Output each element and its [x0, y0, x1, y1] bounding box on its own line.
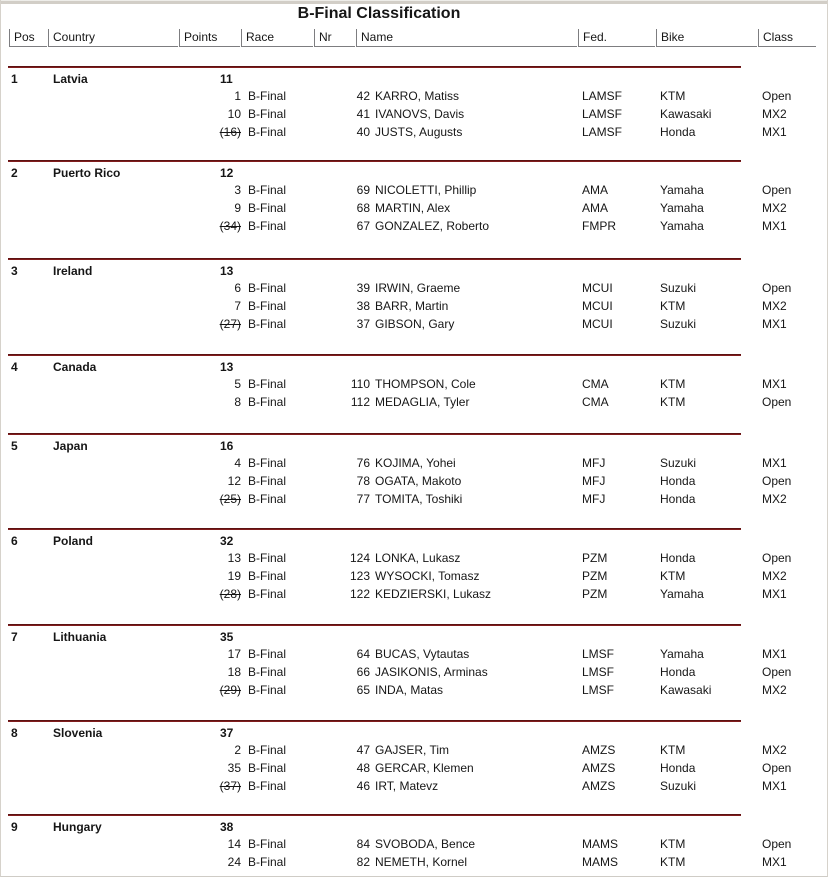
rider-name: LONKA, Lukasz — [375, 551, 461, 565]
rider-number: 40 — [356, 125, 370, 139]
rider-federation: FMPR — [582, 219, 616, 233]
rider-race-points: 7 — [234, 299, 241, 313]
country-group — [1, 720, 828, 816]
rider-number: 82 — [356, 855, 370, 869]
rider-race-points: 8 — [234, 395, 241, 409]
rider-number: 38 — [356, 299, 370, 313]
rider-bike: Kawasaki — [660, 683, 712, 697]
rider-bike: Suzuki — [660, 456, 697, 470]
rider-bike: Yamaha — [660, 201, 704, 215]
rider-race-label: B-Final — [248, 317, 287, 331]
rider-name: TOMITA, Toshiki — [375, 492, 463, 506]
rider-class: MX1 — [762, 456, 787, 470]
rider-race-label: B-Final — [248, 743, 287, 757]
group-position: 2 — [11, 166, 18, 180]
rider-bike: Honda — [660, 761, 696, 775]
rider-federation: AMZS — [582, 761, 616, 775]
rider-race-points: (27) — [219, 317, 241, 331]
group-country-name: Canada — [53, 360, 97, 374]
rider-race-points: (28) — [219, 587, 241, 601]
column-header-nr: Nr — [314, 29, 355, 47]
group-total-points: 32 — [220, 534, 234, 548]
rider-row — [1, 585, 828, 603]
rider-number: 68 — [356, 201, 370, 215]
rider-row — [1, 199, 828, 217]
rider-class: Open — [762, 761, 792, 775]
rider-bike: Kawasaki — [660, 107, 712, 121]
rider-class: MX2 — [762, 107, 787, 121]
rider-race-label: B-Final — [248, 683, 287, 697]
rider-bike: Suzuki — [660, 281, 697, 295]
rider-bike: Suzuki — [660, 779, 697, 793]
rider-race-label: B-Final — [248, 569, 287, 583]
rider-number: 66 — [356, 665, 370, 679]
country-group — [1, 160, 828, 256]
country-group — [1, 624, 828, 720]
rider-name: GIBSON, Gary — [375, 317, 455, 331]
rider-row — [1, 472, 828, 490]
rider-race-label: B-Final — [248, 647, 287, 661]
group-separator-line — [8, 258, 741, 260]
rider-race-label: B-Final — [248, 299, 287, 313]
rider-bike: KTM — [660, 89, 686, 103]
window-top-edge — [1, 0, 828, 4]
rider-race-points: 17 — [227, 647, 241, 661]
rider-number: 110 — [350, 377, 370, 391]
rider-federation: PZM — [582, 551, 608, 565]
group-total-points: 35 — [220, 630, 234, 644]
group-country-name: Latvia — [53, 72, 88, 86]
rider-race-points: 24 — [227, 855, 241, 869]
rider-row — [1, 853, 828, 871]
rider-row — [1, 777, 828, 795]
rider-race-points: 6 — [234, 281, 241, 295]
rider-federation: MFJ — [582, 492, 606, 506]
rider-row — [1, 490, 828, 508]
column-header-race: Race — [241, 29, 313, 47]
rider-federation: LMSF — [582, 683, 615, 697]
rider-row — [1, 835, 828, 853]
column-header-pos: Pos — [9, 29, 47, 47]
rider-federation: AMZS — [582, 779, 616, 793]
country-group — [1, 433, 828, 529]
rider-bike: Yamaha — [660, 219, 704, 233]
rider-name: JASIKONIS, Arminas — [375, 665, 488, 679]
column-header-class: Class — [758, 29, 816, 47]
rider-row — [1, 567, 828, 585]
rider-number: 46 — [356, 779, 370, 793]
rider-class: Open — [762, 395, 792, 409]
rider-number: 69 — [356, 183, 370, 197]
rider-name: IVANOVS, Davis — [375, 107, 465, 121]
rider-class: MX2 — [762, 569, 787, 583]
rider-name: THOMPSON, Cole — [375, 377, 476, 391]
rider-number: 78 — [356, 474, 370, 488]
group-header-row — [1, 262, 828, 280]
rider-bike: Honda — [660, 474, 696, 488]
rider-race-label: B-Final — [248, 665, 287, 679]
rider-number: 76 — [356, 456, 370, 470]
column-header-country: Country — [48, 29, 178, 47]
group-total-points: 37 — [220, 726, 234, 740]
rider-class: Open — [762, 837, 792, 851]
rider-race-points: 13 — [227, 551, 241, 565]
rider-bike: Honda — [660, 551, 696, 565]
group-position: 6 — [11, 534, 18, 548]
rider-class: MX1 — [762, 647, 787, 661]
group-position: 5 — [11, 439, 18, 453]
rider-race-points: 35 — [227, 761, 241, 775]
rider-row — [1, 375, 828, 393]
rider-federation: PZM — [582, 587, 608, 601]
rider-row — [1, 759, 828, 777]
rider-row — [1, 297, 828, 315]
group-total-points: 38 — [220, 820, 234, 834]
rider-race-points: (25) — [219, 492, 241, 506]
group-separator-line — [8, 528, 741, 530]
column-header-points: Points — [179, 29, 240, 47]
rider-race-label: B-Final — [248, 395, 287, 409]
group-header-row — [1, 437, 828, 455]
country-group — [1, 66, 828, 162]
group-separator-line — [8, 720, 741, 722]
rider-bike: KTM — [660, 743, 686, 757]
rider-name: MARTIN, Alex — [375, 201, 451, 215]
rider-race-label: B-Final — [248, 456, 287, 470]
rider-federation: MFJ — [582, 474, 606, 488]
rider-race-points: 14 — [227, 837, 241, 851]
group-position: 3 — [11, 264, 18, 278]
rider-race-label: B-Final — [248, 492, 287, 506]
rider-name: OGATA, Makoto — [375, 474, 462, 488]
rider-number: 124 — [349, 551, 370, 565]
group-total-points: 13 — [220, 264, 234, 278]
rider-name: IRWIN, Graeme — [375, 281, 461, 295]
rider-class: MX1 — [762, 125, 787, 139]
rider-number: 47 — [356, 743, 370, 757]
rider-race-points: (16) — [219, 125, 241, 139]
rider-name: INDA, Matas — [375, 683, 444, 697]
rider-class: MX1 — [762, 377, 787, 391]
rider-bike: KTM — [660, 377, 686, 391]
rider-race-points: 19 — [227, 569, 241, 583]
group-header-row — [1, 724, 828, 742]
rider-class: MX2 — [762, 201, 787, 215]
rider-number: 39 — [356, 281, 370, 295]
group-header-row — [1, 164, 828, 182]
country-group — [1, 528, 828, 624]
rider-race-label: B-Final — [248, 855, 287, 869]
group-separator-line — [8, 433, 741, 435]
report-title: B-Final Classification — [297, 5, 461, 22]
rider-number: 67 — [356, 219, 370, 233]
rider-number: 84 — [356, 837, 370, 851]
rider-name: NEMETH, Kornel — [375, 855, 468, 869]
rider-row — [1, 123, 828, 141]
column-header-fed: Fed. — [578, 29, 655, 47]
group-country-name: Poland — [53, 534, 94, 548]
group-separator-line — [8, 354, 741, 356]
group-position: 1 — [11, 72, 18, 86]
group-position: 4 — [11, 360, 18, 374]
rider-race-label: B-Final — [248, 474, 287, 488]
rider-row — [1, 663, 828, 681]
rider-class: Open — [762, 281, 792, 295]
rider-name: MEDAGLIA, Tyler — [375, 395, 470, 409]
group-header-row — [1, 532, 828, 550]
rider-race-points: (29) — [219, 683, 241, 697]
rider-bike: Yamaha — [660, 587, 704, 601]
rider-federation: CMA — [582, 377, 609, 391]
rider-class: Open — [762, 183, 792, 197]
rider-row — [1, 393, 828, 411]
rider-race-label: B-Final — [248, 201, 287, 215]
group-header-row — [1, 358, 828, 376]
group-country-name: Hungary — [53, 820, 102, 834]
rider-number: 41 — [356, 107, 370, 121]
rider-number: 64 — [356, 647, 370, 661]
rider-race-label: B-Final — [248, 281, 287, 295]
rider-race-points: 10 — [227, 107, 241, 121]
rider-row — [1, 549, 828, 567]
group-position: 9 — [11, 820, 18, 834]
rider-federation: LAMSF — [582, 125, 623, 139]
rider-federation: LAMSF — [582, 89, 623, 103]
rider-class: MX2 — [762, 743, 787, 757]
rider-federation: MAMS — [582, 855, 618, 869]
rider-name: KEDZIERSKI, Lukasz — [375, 587, 492, 601]
group-separator-line — [8, 814, 741, 816]
rider-class: MX2 — [762, 492, 787, 506]
rider-race-label: B-Final — [248, 219, 287, 233]
rider-race-label: B-Final — [248, 587, 287, 601]
rider-bike: Yamaha — [660, 183, 704, 197]
group-country-name: Ireland — [53, 264, 93, 278]
rider-row — [1, 181, 828, 199]
rider-federation: MFJ — [582, 456, 606, 470]
rider-federation: PZM — [582, 569, 608, 583]
rider-row — [1, 741, 828, 759]
rider-race-points: (34) — [219, 219, 241, 233]
rider-name: JUSTS, Augusts — [375, 125, 463, 139]
group-total-points: 16 — [220, 439, 234, 453]
rider-class: MX1 — [762, 219, 787, 233]
group-position: 8 — [11, 726, 18, 740]
rider-number: 77 — [356, 492, 370, 506]
rider-class: MX2 — [762, 683, 787, 697]
group-position: 7 — [11, 630, 18, 644]
rider-race-points: 3 — [234, 183, 241, 197]
rider-number: 37 — [356, 317, 370, 331]
rider-row — [1, 217, 828, 235]
rider-race-label: B-Final — [248, 761, 287, 775]
group-country-name: Puerto Rico — [53, 166, 121, 180]
rider-race-label: B-Final — [248, 89, 287, 103]
rider-number: 122 — [349, 587, 370, 601]
rider-race-points: 1 — [234, 89, 241, 103]
rider-bike: KTM — [660, 855, 686, 869]
rider-race-label: B-Final — [248, 551, 287, 565]
rider-race-label: B-Final — [248, 107, 287, 121]
group-country-name: Lithuania — [53, 630, 107, 644]
rider-number: 42 — [356, 89, 370, 103]
rider-bike: Honda — [660, 665, 696, 679]
rider-name: BARR, Martin — [375, 299, 449, 313]
country-group — [1, 258, 828, 354]
rider-name: NICOLETTI, Phillip — [375, 183, 477, 197]
rider-row — [1, 454, 828, 472]
rider-name: KARRO, Matiss — [375, 89, 460, 103]
rider-class: Open — [762, 474, 792, 488]
rider-race-label: B-Final — [248, 125, 287, 139]
group-separator-line — [8, 160, 741, 162]
rider-federation: LMSF — [582, 647, 615, 661]
rider-race-points: 12 — [227, 474, 241, 488]
rider-bike: KTM — [660, 395, 686, 409]
rider-federation: CMA — [582, 395, 609, 409]
rider-bike: Honda — [660, 125, 696, 139]
group-total-points: 13 — [220, 360, 234, 374]
rider-federation: LAMSF — [582, 107, 623, 121]
rider-row — [1, 315, 828, 333]
column-header-name: Name — [356, 29, 577, 47]
group-country-name: Slovenia — [53, 726, 103, 740]
rider-race-label: B-Final — [248, 183, 287, 197]
rider-row — [1, 105, 828, 123]
rider-race-points: 9 — [234, 201, 241, 215]
rider-bike: KTM — [660, 569, 686, 583]
group-header-row — [1, 628, 828, 646]
rider-bike: KTM — [660, 299, 686, 313]
rider-number: 65 — [356, 683, 370, 697]
group-total-points: 12 — [220, 166, 234, 180]
rider-class: MX1 — [762, 587, 787, 601]
rider-bike: KTM — [660, 837, 686, 851]
group-header-row — [1, 70, 828, 88]
rider-race-points: (37) — [219, 779, 241, 793]
rider-number: 123 — [349, 569, 370, 583]
rider-name: BUCAS, Vytautas — [375, 647, 470, 661]
rider-race-points: 2 — [234, 743, 241, 757]
rider-class: MX1 — [762, 317, 787, 331]
rider-race-points: 18 — [227, 665, 241, 679]
rider-federation: AMA — [582, 183, 609, 197]
rider-class: Open — [762, 551, 792, 565]
rider-race-label: B-Final — [248, 837, 287, 851]
group-separator-line — [8, 66, 741, 68]
rider-federation: MCUI — [582, 281, 613, 295]
rider-name: WYSOCKI, Tomasz — [375, 569, 480, 583]
column-header-bike: Bike — [656, 29, 757, 47]
rider-bike: Yamaha — [660, 647, 704, 661]
rider-race-points: 5 — [234, 377, 241, 391]
rider-name: SVOBODA, Bence — [375, 837, 476, 851]
rider-federation: AMZS — [582, 743, 616, 757]
country-group — [1, 814, 828, 877]
rider-class: MX1 — [762, 855, 787, 869]
group-header-row — [1, 818, 828, 836]
rider-number: 48 — [356, 761, 370, 775]
rider-race-label: B-Final — [248, 779, 287, 793]
rider-bike: Honda — [660, 492, 696, 506]
rider-federation: LMSF — [582, 665, 615, 679]
rider-row — [1, 681, 828, 699]
rider-name: IRT, Matevz — [375, 779, 439, 793]
rider-name: GERCAR, Klemen — [375, 761, 474, 775]
rider-class: Open — [762, 665, 792, 679]
rider-federation: MCUI — [582, 299, 613, 313]
group-separator-line — [8, 624, 741, 626]
rider-row — [1, 87, 828, 105]
rider-federation: MAMS — [582, 837, 618, 851]
group-country-name: Japan — [53, 439, 88, 453]
rider-name: GONZALEZ, Roberto — [375, 219, 490, 233]
group-total-points: 11 — [220, 72, 233, 86]
rider-class: MX2 — [762, 299, 787, 313]
rider-class: Open — [762, 89, 792, 103]
rider-name: KOJIMA, Yohei — [375, 456, 456, 470]
rider-bike: Suzuki — [660, 317, 697, 331]
rider-number: 112 — [350, 395, 370, 409]
rider-row — [1, 645, 828, 663]
rider-race-label: B-Final — [248, 377, 287, 391]
rider-name: GAJSER, Tim — [375, 743, 450, 757]
rider-federation: MCUI — [582, 317, 613, 331]
rider-race-points: 4 — [234, 456, 241, 470]
rider-row — [1, 279, 828, 297]
rider-federation: AMA — [582, 201, 609, 215]
rider-class: MX1 — [762, 779, 787, 793]
